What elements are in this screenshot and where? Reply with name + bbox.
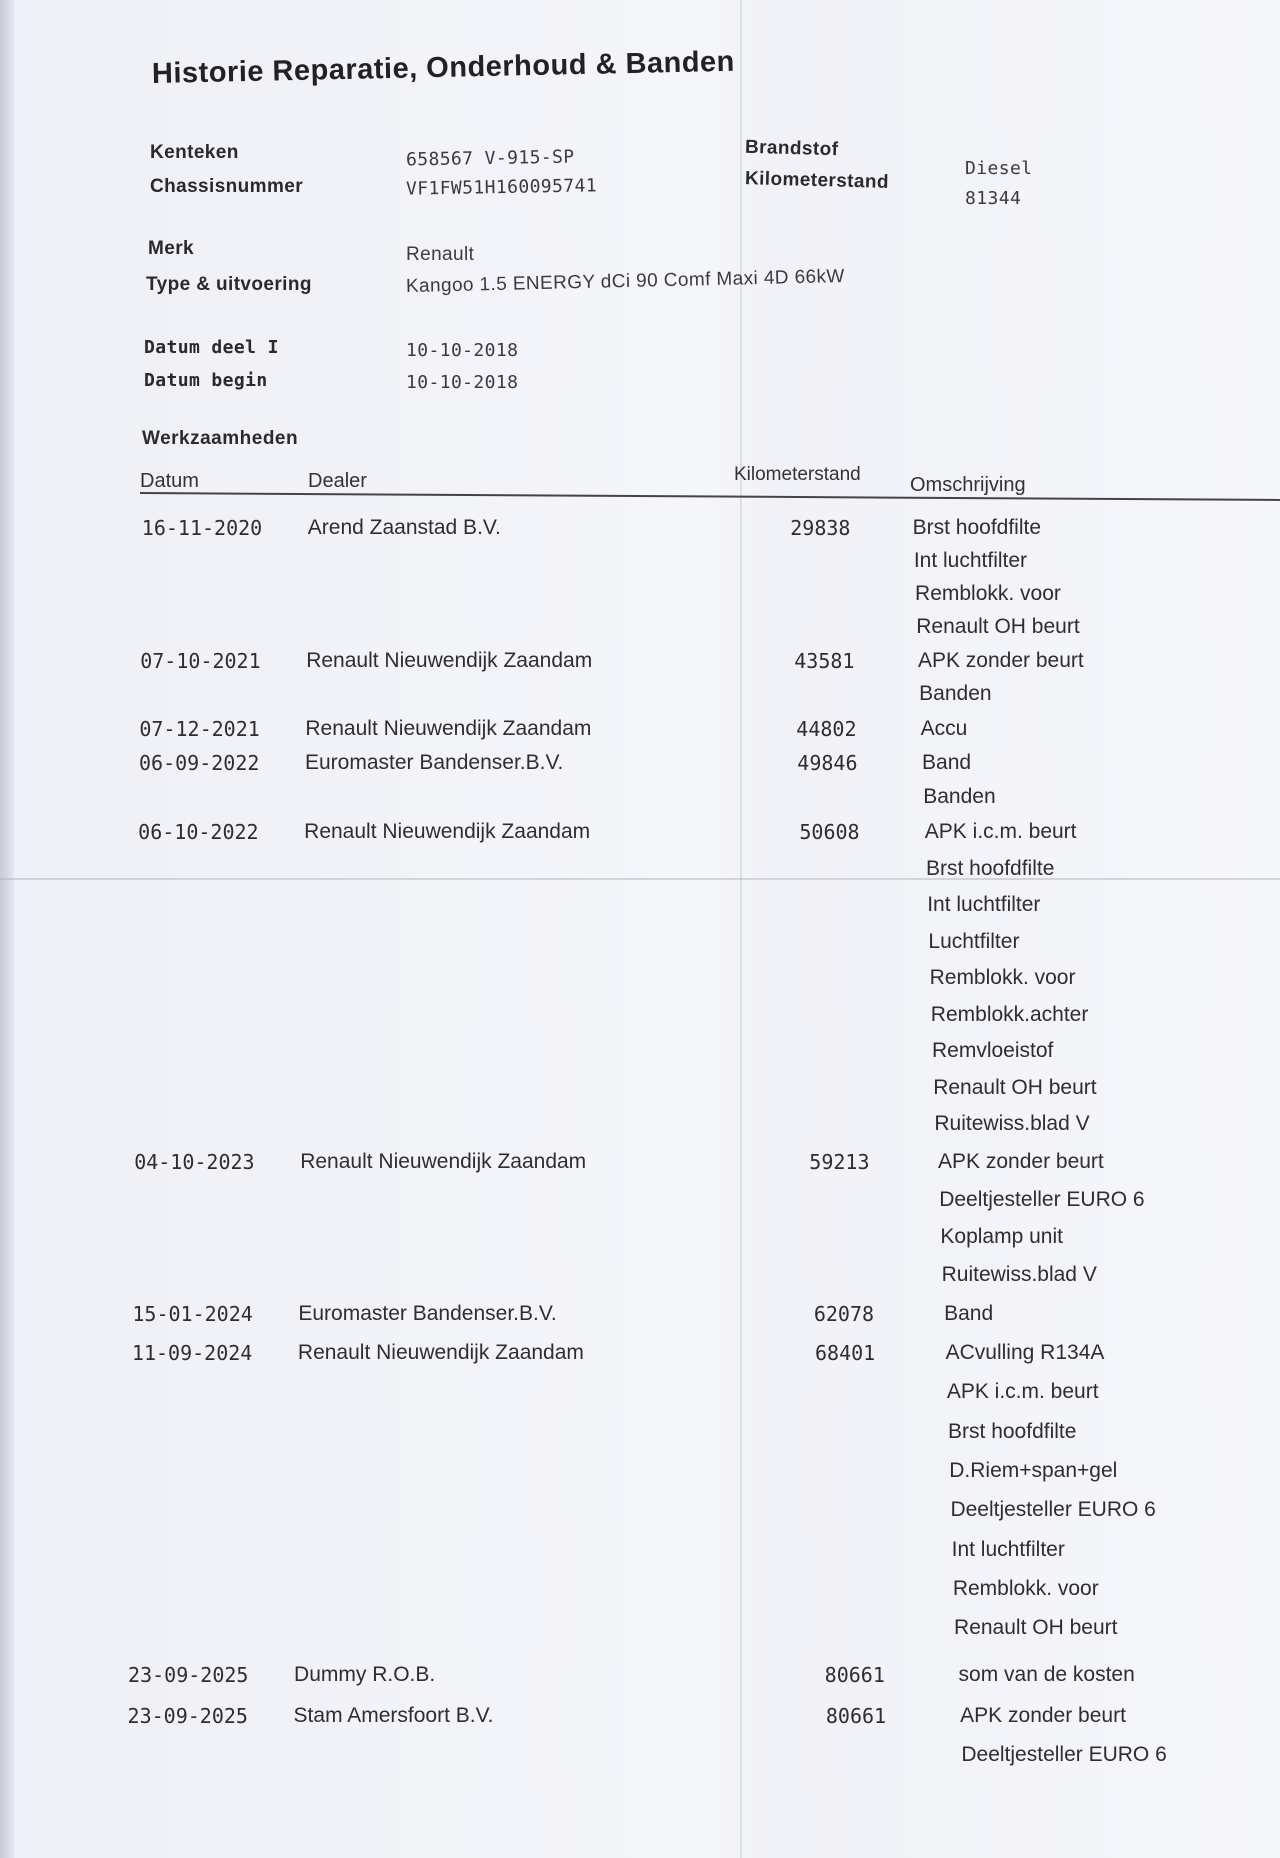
- entry-omschrijving: Koplamp unit: [940, 1225, 1063, 1248]
- type-value: Kangoo 1.5 ENERGY dCi 90 Comf Maxi 4D 66kW: [405, 266, 845, 297]
- entry-omschrijving: APK zonder beurt: [960, 1704, 1126, 1727]
- entry-date: 04-10-2023: [134, 1150, 255, 1174]
- entry-kilometerstand: 80661: [825, 1704, 887, 1728]
- entry-date: 07-12-2021: [139, 717, 260, 741]
- entry-omschrijving: D.Riem+span+gel: [949, 1458, 1118, 1482]
- entry-kilometerstand: 80661: [824, 1663, 885, 1687]
- paper-edge: [0, 0, 14, 1858]
- entry-omschrijving: Brst hoofdfilte: [912, 516, 1042, 539]
- kilometerstand-label: Kilometerstand: [744, 168, 890, 193]
- column-header-dealer: Dealer: [308, 470, 367, 492]
- datum-begin-label: Datum begin: [144, 370, 268, 391]
- entry-omschrijving: Deeltjesteller EURO 6: [939, 1187, 1145, 1211]
- type-label: Type & uitvoering: [146, 274, 312, 295]
- entry-omschrijving: Ruitewiss.blad V: [941, 1262, 1097, 1286]
- chassis-label: Chassisnummer: [150, 176, 304, 197]
- entry-omschrijving: Int luchtfilter: [951, 1537, 1065, 1561]
- entry-date: 23-09-2025: [128, 1663, 249, 1687]
- entry-omschrijving: Int luchtfilter: [913, 549, 1028, 572]
- entry-omschrijving: Deeltjesteller EURO 6: [950, 1498, 1156, 1522]
- entry-date: 06-10-2022: [138, 820, 259, 844]
- paper-fold-horizontal: [0, 878, 1280, 880]
- chassis-value: VF1FW51H160095741: [405, 175, 598, 200]
- entry-kilometerstand: 62078: [813, 1302, 875, 1326]
- entry-kilometerstand: 29838: [790, 516, 851, 540]
- entry-omschrijving: APK i.c.m. beurt: [924, 820, 1077, 843]
- entry-dealer: Renault Nieuwendijk Zaandam: [305, 717, 592, 740]
- entry-date: 11-09-2024: [131, 1341, 253, 1365]
- entry-omschrijving: Accu: [920, 717, 968, 740]
- column-header-omschrijving: Omschrijving: [910, 474, 1026, 496]
- entry-kilometerstand: 43581: [794, 649, 855, 673]
- entry-dealer: Renault Nieuwendijk Zaandam: [297, 1341, 584, 1364]
- column-header-datum: Datum: [140, 470, 199, 492]
- entry-omschrijving: Brst hoofdfilte: [948, 1419, 1077, 1443]
- entry-omschrijving: Ruitewiss.blad V: [934, 1112, 1090, 1135]
- document-title: Historie Reparatie, Onderhoud & Banden: [151, 45, 736, 90]
- entry-omschrijving: Renault OH beurt: [954, 1616, 1118, 1640]
- entry-dealer: Stam Amersfoort B.V.: [293, 1704, 494, 1727]
- entry-omschrijving: APK zonder beurt: [917, 649, 1084, 672]
- merk-label: Merk: [148, 238, 194, 259]
- entry-dealer: Dummy R.O.B.: [294, 1663, 436, 1686]
- datum-begin-value: 10-10-2018: [406, 372, 519, 393]
- entry-omschrijving: Remblokk.achter: [930, 1002, 1089, 1026]
- entry-kilometerstand: 59213: [809, 1150, 870, 1174]
- entry-date: 16-11-2020: [141, 516, 263, 540]
- entry-omschrijving: Banden: [919, 682, 992, 705]
- entry-date: 06-09-2022: [138, 751, 260, 775]
- entry-omschrijving: Luchtfilter: [928, 929, 1020, 953]
- entry-omschrijving: Int luchtfilter: [927, 893, 1041, 916]
- datum-deel-label: Datum deel I: [144, 337, 279, 358]
- entry-dealer: Renault Nieuwendijk Zaandam: [304, 820, 591, 843]
- werkzaamheden-heading: Werkzaamheden: [142, 428, 299, 449]
- entry-omschrijving: Remblokk. voor: [915, 582, 1061, 605]
- entry-kilometerstand: 44802: [796, 717, 857, 741]
- entry-omschrijving: Brst hoofdfilte: [926, 856, 1055, 880]
- entry-omschrijving: Band: [944, 1302, 994, 1325]
- entry-omschrijving: APK zonder beurt: [938, 1150, 1104, 1173]
- entry-omschrijving: Band: [922, 751, 972, 774]
- entry-omschrijving: APK i.c.m. beurt: [946, 1380, 1099, 1404]
- entry-omschrijving: som van de kosten: [958, 1663, 1135, 1686]
- entry-dealer: Arend Zaanstad B.V.: [307, 516, 501, 539]
- entry-date: 07-10-2021: [140, 649, 261, 673]
- entry-kilometerstand: 68401: [815, 1341, 876, 1365]
- entry-dealer: Renault Nieuwendijk Zaandam: [306, 649, 593, 672]
- datum-deel-value: 10-10-2018: [406, 340, 519, 361]
- column-header-kilometerstand: Kilometerstand: [734, 464, 861, 485]
- entry-omschrijving: ACvulling R134A: [945, 1341, 1105, 1364]
- entry-dealer: Euromaster Bandenser.B.V.: [304, 751, 564, 774]
- entry-omschrijving: Deeltjesteller EURO 6: [961, 1743, 1167, 1766]
- entry-omschrijving: Remvloeistof: [932, 1039, 1054, 1062]
- brandstof-value: Diesel: [965, 158, 1033, 179]
- entry-dealer: Euromaster Bandenser.B.V.: [298, 1302, 557, 1325]
- kenteken-value: 658567 V-915-SP: [405, 146, 575, 171]
- entry-omschrijving: Remblokk. voor: [952, 1576, 1099, 1600]
- brandstof-label: Brandstof: [744, 136, 839, 161]
- entry-dealer: Renault Nieuwendijk Zaandam: [300, 1150, 587, 1173]
- entry-date: 23-09-2025: [127, 1704, 248, 1728]
- entry-omschrijving: Renault OH beurt: [933, 1075, 1097, 1099]
- entry-date: 15-01-2024: [132, 1302, 253, 1326]
- entry-kilometerstand: 50608: [799, 820, 860, 844]
- kenteken-label: Kenteken: [150, 142, 239, 163]
- entry-omschrijving: Banden: [923, 785, 996, 808]
- entry-kilometerstand: 49846: [797, 751, 858, 775]
- merk-value: Renault: [406, 244, 475, 265]
- entry-omschrijving: Remblokk. voor: [929, 966, 1076, 989]
- kilometerstand-value: 81344: [965, 188, 1022, 209]
- entry-omschrijving: Renault OH beurt: [916, 615, 1080, 638]
